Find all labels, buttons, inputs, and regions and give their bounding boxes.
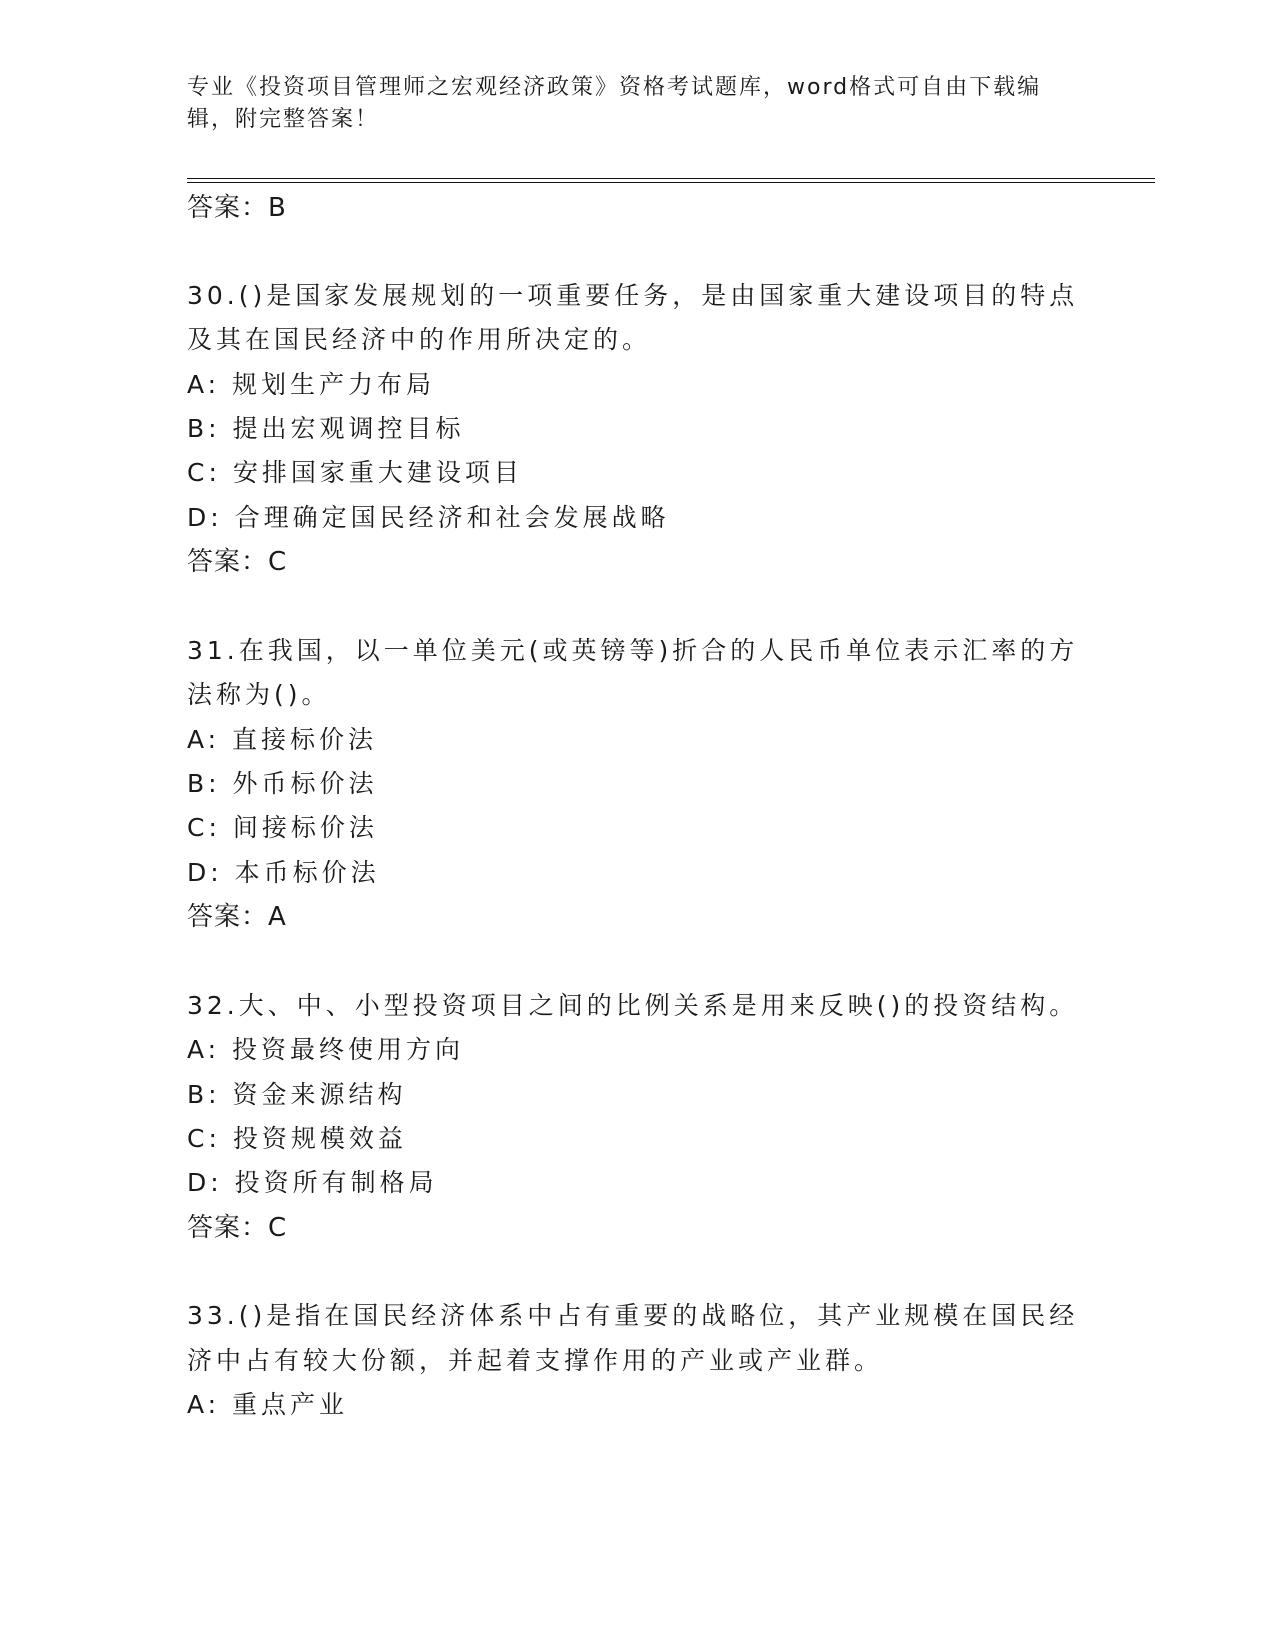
question-32-option-b: B: 资金来源结构 (187, 1080, 407, 1109)
question-31-option-a: A: 直接标价法 (187, 725, 378, 754)
header-line-1: 专业《投资项目管理师之宏观经济政策》资格考试题库，word格式可自由下载编 (187, 75, 1042, 100)
question-31-option-c: C: 间接标价法 (187, 813, 378, 842)
answer-31: 答案：A (187, 902, 287, 932)
question-30-option-b: B: 提出宏观调控目标 (187, 414, 465, 443)
question-31-stem-line-1: 31.在我国，以一单位美元(或英镑等)折合的人民币单位表示汇率的方 (187, 636, 1079, 665)
question-33-stem-line-2: 济中占有较大份额，并起着支撑作用的产业或产业群。 (187, 1346, 884, 1375)
question-32-option-d: D: 投资所有制格局 (187, 1168, 438, 1197)
question-30-stem-line-2: 及其在国民经济中的作用所决定的。 (187, 325, 652, 354)
question-32-option-a: A: 投资最终使用方向 (187, 1035, 465, 1064)
question-30-option-d: D: 合理确定国民经济和社会发展战略 (187, 503, 670, 532)
header-rule-top (187, 178, 1155, 179)
question-32-stem-line-1: 32.大、中、小型投资项目之间的比例关系是用来反映()的投资结构。 (187, 991, 1079, 1020)
answer-30: 答案：C (187, 547, 288, 577)
question-33-option-a: A: 重点产业 (187, 1390, 349, 1419)
header-rule-bottom (187, 182, 1155, 183)
header-line-2: 辑，附完整答案！ (187, 107, 380, 132)
question-30-option-c: C: 安排国家重大建设项目 (187, 458, 523, 487)
question-31-stem-line-2: 法称为()。 (187, 680, 331, 709)
question-33-stem-line-1: 33.()是指在国民经济体系中占有重要的战略位，其产业规模在国民经 (187, 1301, 1079, 1330)
document-header (187, 72, 1087, 136)
question-30-stem-line-1: 30.()是国家发展规划的一项重要任务，是由国家重大建设项目的特点 (187, 281, 1079, 310)
question-31-option-b: B: 外币标价法 (187, 769, 378, 798)
answer-32: 答案：C (187, 1213, 288, 1243)
answer-29: 答案：B (187, 193, 287, 223)
question-30-option-a: A: 规划生产力布局 (187, 370, 436, 399)
question-31-option-d: D: 本币标价法 (187, 858, 380, 887)
question-32-option-c: C: 投资规模效益 (187, 1124, 407, 1153)
